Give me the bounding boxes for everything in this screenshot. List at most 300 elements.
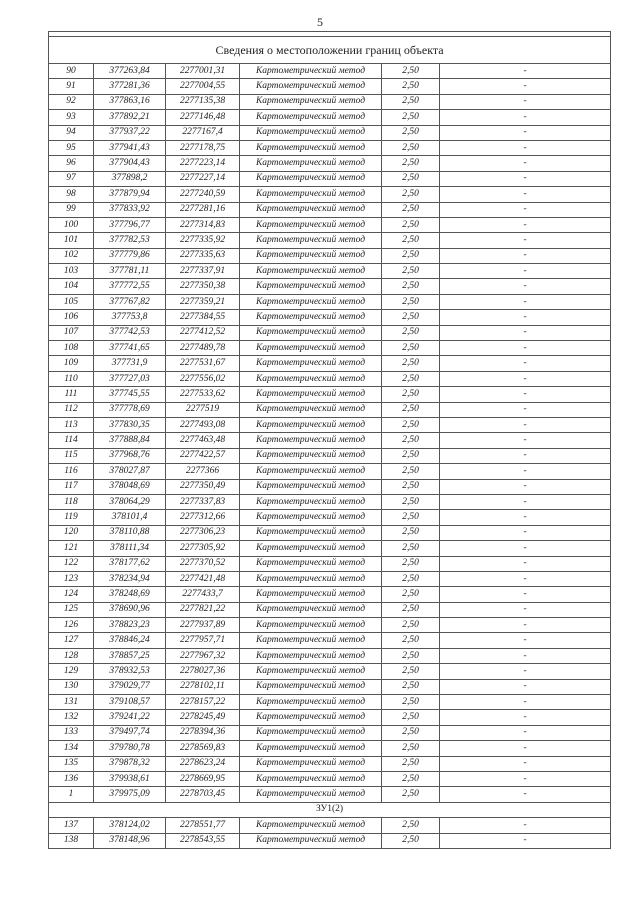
cell-coord-x: 377892,21 [94, 110, 166, 125]
table-row [49, 664, 611, 679]
cell-point-number: 134 [49, 741, 94, 756]
cell-method: Картометрический метод [240, 171, 382, 186]
cell-coord-y: 2277306,23 [166, 525, 240, 540]
cell-coord-y: 2277146,48 [166, 110, 240, 125]
cell-coord-x: 377968,76 [94, 448, 166, 463]
cell-accuracy: 2,50 [382, 387, 440, 402]
cell-description: - [440, 110, 611, 125]
cell-method: Картометрический метод [240, 494, 382, 509]
cell-coord-y: 2277167,4 [166, 125, 240, 140]
cell-coord-x: 379938,61 [94, 771, 166, 786]
table-row [49, 233, 611, 248]
cell-method: Картометрический метод [240, 771, 382, 786]
cell-method: Картометрический метод [240, 833, 382, 848]
cell-accuracy: 2,50 [382, 556, 440, 571]
cell-coord-y: 2277821,22 [166, 602, 240, 617]
cell-point-number: 93 [49, 110, 94, 125]
cell-coord-y: 2277314,83 [166, 217, 240, 232]
cell-coord-x: 377727,03 [94, 371, 166, 386]
cell-accuracy: 2,50 [382, 371, 440, 386]
cell-accuracy: 2,50 [382, 79, 440, 94]
cell-coord-y: 2278245,49 [166, 710, 240, 725]
cell-coord-x: 378857,25 [94, 648, 166, 663]
cell-accuracy: 2,50 [382, 325, 440, 340]
cell-accuracy: 2,50 [382, 833, 440, 848]
cell-description: - [440, 494, 611, 509]
cell-method: Картометрический метод [240, 140, 382, 155]
cell-coord-x: 377830,35 [94, 417, 166, 432]
cell-method: Картометрический метод [240, 187, 382, 202]
cell-coord-x: 377778,69 [94, 402, 166, 417]
cell-method: Картометрический метод [240, 310, 382, 325]
cell-coord-y: 2277350,49 [166, 479, 240, 494]
cell-description: - [440, 171, 611, 186]
cell-coord-y: 2277533,62 [166, 387, 240, 402]
table-row [49, 479, 611, 494]
cell-coord-x: 377742,53 [94, 325, 166, 340]
cell-method: Картометрический метод [240, 217, 382, 232]
cell-description: - [440, 818, 611, 833]
table-row [49, 187, 611, 202]
cell-coord-y: 2277489,78 [166, 341, 240, 356]
page-number: 5 [317, 15, 323, 29]
table-row [49, 464, 611, 479]
cell-coord-y: 2277337,83 [166, 494, 240, 509]
cell-description: - [440, 633, 611, 648]
cell-accuracy: 2,50 [382, 648, 440, 663]
cell-description: - [440, 725, 611, 740]
table-row [49, 618, 611, 633]
cell-accuracy: 2,50 [382, 602, 440, 617]
cell-coord-x: 378690,96 [94, 602, 166, 617]
cell-method: Картометрический метод [240, 510, 382, 525]
cell-accuracy: 2,50 [382, 771, 440, 786]
cell-description: - [440, 618, 611, 633]
cell-coord-x: 379780,78 [94, 741, 166, 756]
cell-coord-y: 2277305,92 [166, 541, 240, 556]
cell-point-number: 104 [49, 279, 94, 294]
cell-accuracy: 2,50 [382, 156, 440, 171]
cell-coord-x: 378110,88 [94, 525, 166, 540]
table-row [49, 417, 611, 432]
table-row [49, 448, 611, 463]
cell-point-number: 101 [49, 233, 94, 248]
cell-method: Картометрический метод [240, 433, 382, 448]
cell-description: - [440, 648, 611, 663]
table-row [49, 217, 611, 232]
cell-accuracy: 2,50 [382, 94, 440, 109]
cell-coord-y: 2277463,48 [166, 433, 240, 448]
cell-coord-y: 2277433,7 [166, 587, 240, 602]
cell-accuracy: 2,50 [382, 125, 440, 140]
cell-point-number: 92 [49, 94, 94, 109]
boundary-coordinates-table [48, 31, 611, 849]
cell-point-number: 118 [49, 494, 94, 509]
cell-description: - [440, 264, 611, 279]
cell-description: - [440, 202, 611, 217]
cell-method: Картометрический метод [240, 679, 382, 694]
cell-coord-y: 2277335,92 [166, 233, 240, 248]
cell-accuracy: 2,50 [382, 171, 440, 186]
table-row [49, 679, 611, 694]
cell-description: - [440, 402, 611, 417]
cell-coord-x: 379497,74 [94, 725, 166, 740]
cell-point-number: 103 [49, 264, 94, 279]
cell-point-number: 124 [49, 587, 94, 602]
cell-point-number: 138 [49, 833, 94, 848]
table-row [49, 356, 611, 371]
cell-coord-x: 377281,36 [94, 79, 166, 94]
section-row [49, 802, 611, 817]
cell-point-number: 105 [49, 294, 94, 309]
cell-coord-y: 2277359,21 [166, 294, 240, 309]
cell-description: - [440, 787, 611, 802]
cell-accuracy: 2,50 [382, 140, 440, 155]
cell-coord-y: 2277178,75 [166, 140, 240, 155]
cell-coord-y: 2277421,48 [166, 571, 240, 586]
cell-coord-y: 2278102,11 [166, 679, 240, 694]
cell-description: - [440, 279, 611, 294]
cell-coord-y: 2278623,24 [166, 756, 240, 771]
cell-point-number: 137 [49, 818, 94, 833]
cell-description: - [440, 125, 611, 140]
cell-point-number: 116 [49, 464, 94, 479]
table-row [49, 248, 611, 263]
cell-method: Картометрический метод [240, 125, 382, 140]
cell-coord-x: 377741,65 [94, 341, 166, 356]
cell-point-number: 99 [49, 202, 94, 217]
cell-method: Картометрический метод [240, 541, 382, 556]
cell-point-number: 123 [49, 571, 94, 586]
table-row [49, 571, 611, 586]
cell-accuracy: 2,50 [382, 494, 440, 509]
cell-accuracy: 2,50 [382, 679, 440, 694]
cell-coord-x: 378101,4 [94, 510, 166, 525]
cell-coord-y: 2277957,71 [166, 633, 240, 648]
table-row [49, 402, 611, 417]
cell-accuracy: 2,50 [382, 356, 440, 371]
cell-description: - [440, 248, 611, 263]
cell-method: Картометрический метод [240, 725, 382, 740]
cell-method: Картометрический метод [240, 448, 382, 463]
cell-accuracy: 2,50 [382, 633, 440, 648]
cell-coord-y: 2277223,14 [166, 156, 240, 171]
table-row [49, 771, 611, 786]
table-row [49, 710, 611, 725]
cell-method: Картометрический метод [240, 587, 382, 602]
cell-method: Картометрический метод [240, 387, 382, 402]
cell-point-number: 102 [49, 248, 94, 263]
cell-description: - [440, 756, 611, 771]
cell-coord-x: 378148,96 [94, 833, 166, 848]
cell-method: Картометрический метод [240, 756, 382, 771]
cell-description: - [440, 140, 611, 155]
cell-description: - [440, 433, 611, 448]
cell-point-number: 110 [49, 371, 94, 386]
table-row [49, 541, 611, 556]
table-title: Сведения о местоположении границ объекта [49, 37, 611, 64]
section-label: ЗУ1(2) [49, 802, 611, 817]
cell-point-number: 114 [49, 433, 94, 448]
cell-point-number: 100 [49, 217, 94, 232]
cell-description: - [440, 64, 611, 79]
cell-accuracy: 2,50 [382, 510, 440, 525]
cell-coord-y: 2278543,55 [166, 833, 240, 848]
cell-method: Картометрический метод [240, 417, 382, 432]
cell-description: - [440, 371, 611, 386]
cell-method: Картометрический метод [240, 787, 382, 802]
cell-coord-x: 379029,77 [94, 679, 166, 694]
cell-coord-x: 378048,69 [94, 479, 166, 494]
cell-method: Картометрический метод [240, 741, 382, 756]
cell-accuracy: 2,50 [382, 525, 440, 540]
cell-method: Картометрический метод [240, 341, 382, 356]
cell-accuracy: 2,50 [382, 279, 440, 294]
cell-description: - [440, 448, 611, 463]
cell-point-number: 90 [49, 64, 94, 79]
cell-accuracy: 2,50 [382, 741, 440, 756]
cell-coord-x: 377745,55 [94, 387, 166, 402]
cell-coord-y: 2277967,32 [166, 648, 240, 663]
cell-accuracy: 2,50 [382, 233, 440, 248]
cell-accuracy: 2,50 [382, 217, 440, 232]
cell-description: - [440, 741, 611, 756]
cell-method: Картометрический метод [240, 94, 382, 109]
table-row [49, 171, 611, 186]
cell-description: - [440, 325, 611, 340]
cell-coord-y: 2277135,38 [166, 94, 240, 109]
cell-coord-y: 2277240,59 [166, 187, 240, 202]
cell-method: Картометрический метод [240, 602, 382, 617]
cell-coord-x: 379878,32 [94, 756, 166, 771]
table-row [49, 125, 611, 140]
cell-description: - [440, 387, 611, 402]
table-row [49, 433, 611, 448]
cell-point-number: 120 [49, 525, 94, 540]
table-row [49, 587, 611, 602]
cell-method: Картометрический метод [240, 818, 382, 833]
cell-method: Картометрический метод [240, 525, 382, 540]
cell-point-number: 111 [49, 387, 94, 402]
cell-accuracy: 2,50 [382, 341, 440, 356]
cell-point-number: 113 [49, 417, 94, 432]
cell-description: - [440, 417, 611, 432]
cell-coord-y: 2277350,38 [166, 279, 240, 294]
cell-method: Картометрический метод [240, 464, 382, 479]
cell-coord-y: 2278551,77 [166, 818, 240, 833]
table-title-row [49, 37, 611, 64]
cell-coord-y: 2277337,91 [166, 264, 240, 279]
cell-method: Картометрический метод [240, 202, 382, 217]
cell-description: - [440, 341, 611, 356]
cell-accuracy: 2,50 [382, 64, 440, 79]
cell-coord-y: 2277004,55 [166, 79, 240, 94]
cell-coord-x: 378111,34 [94, 541, 166, 556]
cell-description: - [440, 156, 611, 171]
cell-method: Картометрический метод [240, 618, 382, 633]
cell-coord-y: 2277412,52 [166, 325, 240, 340]
cell-point-number: 132 [49, 710, 94, 725]
cell-point-number: 127 [49, 633, 94, 648]
cell-point-number: 115 [49, 448, 94, 463]
table-row [49, 556, 611, 571]
cell-description: - [440, 310, 611, 325]
cell-coord-x: 377904,43 [94, 156, 166, 171]
cell-point-number: 95 [49, 140, 94, 155]
cell-method: Картометрический метод [240, 264, 382, 279]
cell-coord-y: 2277493,08 [166, 417, 240, 432]
cell-coord-y: 2278703,45 [166, 787, 240, 802]
cell-description: - [440, 510, 611, 525]
table-row [49, 64, 611, 79]
cell-point-number: 97 [49, 171, 94, 186]
cell-description: - [440, 233, 611, 248]
cell-coord-x: 377781,11 [94, 264, 166, 279]
cell-method: Картометрический метод [240, 64, 382, 79]
cell-accuracy: 2,50 [382, 448, 440, 463]
cell-point-number: 133 [49, 725, 94, 740]
cell-coord-x: 378932,53 [94, 664, 166, 679]
cell-coord-x: 379108,57 [94, 695, 166, 710]
cell-coord-y: 2277370,52 [166, 556, 240, 571]
table-row [49, 741, 611, 756]
cell-description: - [440, 294, 611, 309]
cell-point-number: 135 [49, 756, 94, 771]
cell-point-number: 112 [49, 402, 94, 417]
cell-coord-x: 377753,8 [94, 310, 166, 325]
cell-point-number: 1 [49, 787, 94, 802]
cell-method: Картометрический метод [240, 233, 382, 248]
cell-accuracy: 2,50 [382, 264, 440, 279]
cell-coord-x: 378846,24 [94, 633, 166, 648]
cell-coord-x: 378248,69 [94, 587, 166, 602]
table-row [49, 110, 611, 125]
cell-method: Картометрический метод [240, 556, 382, 571]
cell-coord-x: 377863,16 [94, 94, 166, 109]
cell-description: - [440, 695, 611, 710]
cell-description: - [440, 664, 611, 679]
cell-accuracy: 2,50 [382, 571, 440, 586]
cell-point-number: 126 [49, 618, 94, 633]
table-row [49, 525, 611, 540]
cell-description: - [440, 679, 611, 694]
cell-coord-y: 2277335,63 [166, 248, 240, 263]
cell-point-number: 136 [49, 771, 94, 786]
cell-point-number: 96 [49, 156, 94, 171]
table-row [49, 725, 611, 740]
table-row [49, 279, 611, 294]
cell-coord-y: 2277227,14 [166, 171, 240, 186]
cell-description: - [440, 710, 611, 725]
cell-accuracy: 2,50 [382, 710, 440, 725]
table-row [49, 494, 611, 509]
table-row [49, 325, 611, 340]
cell-point-number: 108 [49, 341, 94, 356]
cell-description: - [440, 79, 611, 94]
cell-accuracy: 2,50 [382, 664, 440, 679]
cell-point-number: 121 [49, 541, 94, 556]
cell-description: - [440, 833, 611, 848]
cell-method: Картометрический метод [240, 695, 382, 710]
cell-description: - [440, 541, 611, 556]
cell-accuracy: 2,50 [382, 695, 440, 710]
table-row [49, 787, 611, 802]
cell-point-number: 91 [49, 79, 94, 94]
cell-coord-x: 377879,94 [94, 187, 166, 202]
cell-accuracy: 2,50 [382, 587, 440, 602]
cell-point-number: 129 [49, 664, 94, 679]
cell-point-number: 131 [49, 695, 94, 710]
cell-coord-x: 379241,22 [94, 710, 166, 725]
table-body [49, 32, 611, 849]
cell-method: Картометрический метод [240, 402, 382, 417]
cell-point-number: 122 [49, 556, 94, 571]
cell-accuracy: 2,50 [382, 618, 440, 633]
cell-description: - [440, 464, 611, 479]
cell-point-number: 109 [49, 356, 94, 371]
cell-coord-y: 2277366 [166, 464, 240, 479]
cell-description: - [440, 602, 611, 617]
cell-method: Картометрический метод [240, 633, 382, 648]
cell-method: Картометрический метод [240, 356, 382, 371]
cell-coord-y: 2277281,16 [166, 202, 240, 217]
cell-coord-y: 2277422,57 [166, 448, 240, 463]
cell-accuracy: 2,50 [382, 110, 440, 125]
table-row [49, 264, 611, 279]
cell-coord-x: 379975,09 [94, 787, 166, 802]
cell-coord-x: 377898,2 [94, 171, 166, 186]
cell-accuracy: 2,50 [382, 479, 440, 494]
table-row [49, 156, 611, 171]
cell-point-number: 98 [49, 187, 94, 202]
cell-coord-x: 378177,62 [94, 556, 166, 571]
cell-accuracy: 2,50 [382, 756, 440, 771]
cell-point-number: 130 [49, 679, 94, 694]
cell-accuracy: 2,50 [382, 294, 440, 309]
cell-method: Картометрический метод [240, 664, 382, 679]
table-row [49, 341, 611, 356]
cell-coord-x: 377937,22 [94, 125, 166, 140]
table-row [49, 140, 611, 155]
cell-point-number: 117 [49, 479, 94, 494]
table-row [49, 371, 611, 386]
cell-point-number: 107 [49, 325, 94, 340]
table-row [49, 310, 611, 325]
cell-description: - [440, 187, 611, 202]
cell-method: Картометрический метод [240, 156, 382, 171]
cell-coord-x: 378823,23 [94, 618, 166, 633]
cell-coord-y: 2278157,22 [166, 695, 240, 710]
cell-coord-y: 2277556,02 [166, 371, 240, 386]
cell-coord-y: 2277519 [166, 402, 240, 417]
cell-accuracy: 2,50 [382, 433, 440, 448]
table-row [49, 202, 611, 217]
cell-coord-x: 378064,29 [94, 494, 166, 509]
cell-coord-x: 377767,82 [94, 294, 166, 309]
cell-point-number: 106 [49, 310, 94, 325]
table-row [49, 695, 611, 710]
cell-description: - [440, 525, 611, 540]
cell-coord-x: 377941,43 [94, 140, 166, 155]
cell-accuracy: 2,50 [382, 248, 440, 263]
table-row [49, 79, 611, 94]
cell-coord-x: 377782,53 [94, 233, 166, 248]
cell-method: Картометрический метод [240, 479, 382, 494]
cell-method: Картометрический метод [240, 325, 382, 340]
cell-coord-y: 2277937,89 [166, 618, 240, 633]
cell-method: Картометрический метод [240, 371, 382, 386]
table-row [49, 510, 611, 525]
